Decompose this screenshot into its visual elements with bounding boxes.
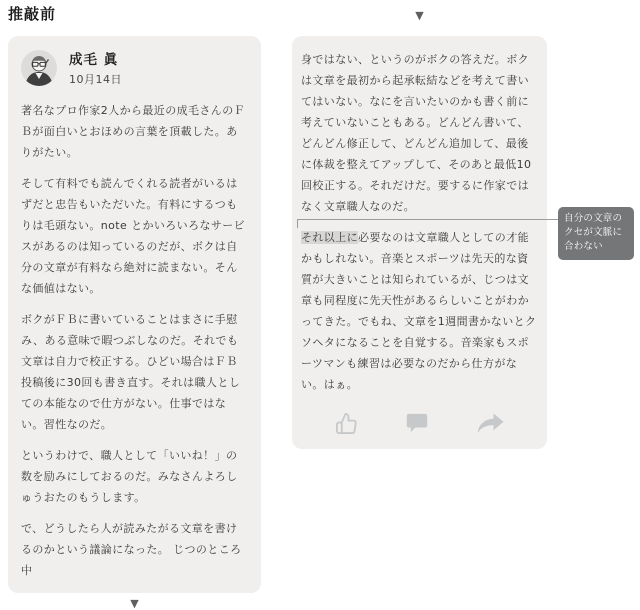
comment-icon[interactable] (406, 413, 428, 433)
post-card-left (8, 36, 261, 593)
post-date: 10月14日 (69, 73, 122, 86)
right-column (292, 36, 623, 449)
paragraph-rest: 必要なのは文章職人としての才能かもしれない。音楽とスポーツは先天的な資質が大きいことは知られているが、じつは文章も同程度に先天性があるらしいことがわかってきた。でもね、文章を1週間書かないとクソヘタになることを自覚する。音楽家もスポーツマンも練習は必要なのだから仕方がない。はぁ。 (301, 231, 537, 391)
page-title: 推敲前 (8, 5, 57, 23)
author-block (69, 48, 122, 87)
annotation-leader-tick (297, 219, 298, 228)
thumbs-up-icon[interactable] (335, 412, 358, 435)
scroll-down-indicator: ▼ (130, 597, 139, 610)
post-paragraph: というわけで、職人として「いいね！」の数を励みにしておるのだ。みなさんよろしゅうおたのもうします。 (21, 449, 238, 504)
post-paragraph: 著名なプロ作家2人から最近の成毛さんのＦＢが面白いとおほめの言葉を頂載した。ありがたい。 (21, 104, 245, 159)
post-paragraph: で、どうしたら人が読みたがる文章を書けるのかという議論になった。 じつのところ中 (21, 522, 242, 577)
post-action-bar (301, 411, 538, 435)
two-column-layout (8, 36, 640, 610)
annotated-text[interactable]: それ以上に (301, 231, 358, 244)
header-row (8, 4, 640, 28)
post-paragraph-annotated (301, 227, 538, 395)
post-card-right (292, 36, 547, 449)
annotation-leader-line (297, 219, 558, 220)
post-paragraph: そして有料でも読んでくれる読者がいるはずだと忠告もいただいた。有料にするつもりは毛頭ない。note とかいろいろなサービスがあるのは知っているのだが、ボクは自分の文章が有料なら絶対に読まない。そんな価値はない。 (21, 177, 246, 295)
post-paragraph: 身ではない、というのがボクの答えだ。ボクは文章を最初から起承転結などを考えて書いてはいない。なにを言いたいのかも書く前に考えていないこともある。どんどん書いて、どんどん修正して、どんどん追加して、最後に体裁を整えてアップして、そのあと最低10回校正する。それだけだ。要するに作家ではなく文章職人なのだ。 (301, 53, 532, 213)
man-with-glasses-avatar[interactable] (21, 50, 57, 86)
annotation-tooltip: 自分の文章のクセが文脈に合わない (558, 207, 634, 260)
left-column (8, 36, 261, 610)
scroll-up-indicator: ▼ (415, 9, 424, 22)
share-icon[interactable] (477, 413, 504, 434)
post-header (21, 48, 248, 87)
post-paragraph: ボクがＦＢに書いていることはまさに手慰み、ある意味で暇つぶしなのだ。それでも文章は自力で校正する。ひどい場合はＦＢ投稿後に30回も書き直す。それは職人としての本能なので仕方がない。仕事ではない。習性なのだ。 (21, 313, 241, 431)
author-name[interactable]: 成毛 眞 (69, 52, 119, 68)
